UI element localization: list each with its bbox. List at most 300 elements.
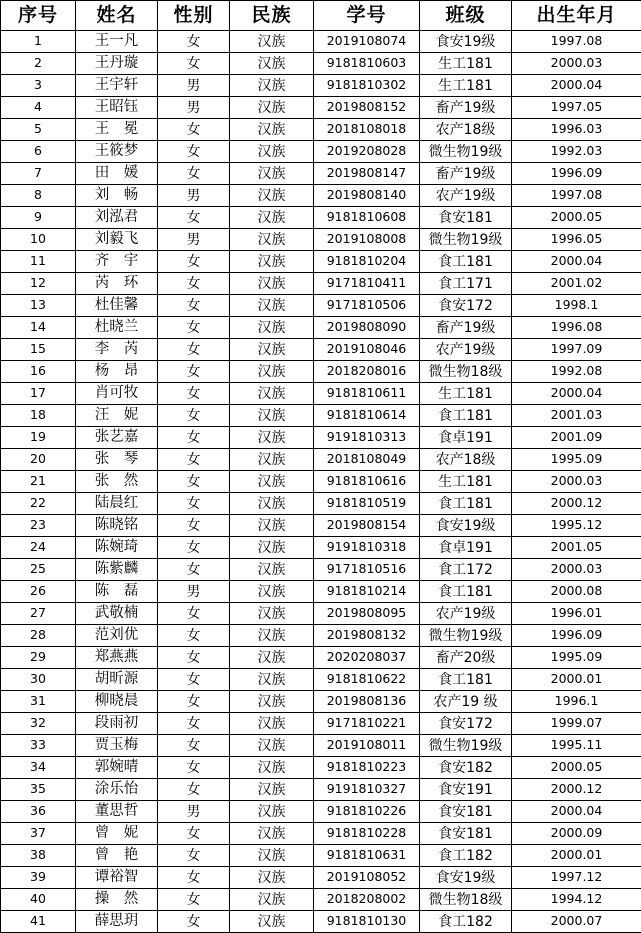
ethnicity-cell: 汉族 bbox=[230, 735, 314, 757]
class-cell: 食安182 bbox=[420, 757, 512, 779]
table-row bbox=[1, 911, 641, 933]
ethnicity-cell: 汉族 bbox=[230, 273, 314, 295]
class-cell: 农产19 级 bbox=[420, 691, 512, 713]
student-id-cell: 9181810608 bbox=[314, 207, 420, 229]
ethnicity-cell: 汉族 bbox=[230, 669, 314, 691]
index-cell: 17 bbox=[1, 383, 76, 405]
class-cell: 微生物19级 bbox=[420, 229, 512, 251]
index-cell: 25 bbox=[1, 559, 76, 581]
table-row bbox=[1, 185, 641, 207]
table-row bbox=[1, 339, 641, 361]
student-id-cell: 9191810318 bbox=[314, 537, 420, 559]
birth-cell: 2000.03 bbox=[512, 559, 641, 581]
ethnicity-cell: 汉族 bbox=[230, 383, 314, 405]
student-id-cell: 2020208037 bbox=[314, 647, 420, 669]
ethnicity-cell: 汉族 bbox=[230, 405, 314, 427]
birth-cell: 2001.09 bbox=[512, 427, 641, 449]
header-birth: 出生年月 bbox=[512, 1, 641, 31]
student-id-cell: 9181810622 bbox=[314, 669, 420, 691]
index-cell: 9 bbox=[1, 207, 76, 229]
index-cell: 18 bbox=[1, 405, 76, 427]
student-id-cell: 9171810506 bbox=[314, 295, 420, 317]
gender-cell: 女 bbox=[158, 669, 230, 691]
student-id-cell: 2019808095 bbox=[314, 603, 420, 625]
index-cell: 7 bbox=[1, 163, 76, 185]
class-cell: 食工181 bbox=[420, 493, 512, 515]
class-cell: 生工181 bbox=[420, 53, 512, 75]
gender-cell: 男 bbox=[158, 75, 230, 97]
birth-cell: 1997.05 bbox=[512, 97, 641, 119]
index-cell: 24 bbox=[1, 537, 76, 559]
ethnicity-cell: 汉族 bbox=[230, 427, 314, 449]
student-id-cell: 9191810327 bbox=[314, 779, 420, 801]
class-cell: 食工181 bbox=[420, 581, 512, 603]
student-id-cell: 2019808140 bbox=[314, 185, 420, 207]
index-cell: 31 bbox=[1, 691, 76, 713]
birth-cell: 1997.08 bbox=[512, 185, 641, 207]
table-row bbox=[1, 823, 641, 845]
class-cell: 微生物19级 bbox=[420, 141, 512, 163]
class-cell: 畜产19级 bbox=[420, 97, 512, 119]
ethnicity-cell: 汉族 bbox=[230, 295, 314, 317]
gender-cell: 男 bbox=[158, 97, 230, 119]
index-cell: 13 bbox=[1, 295, 76, 317]
header-row bbox=[1, 1, 641, 31]
table-row bbox=[1, 493, 641, 515]
gender-cell: 女 bbox=[158, 537, 230, 559]
name-cell: 谭裕智 bbox=[76, 867, 158, 889]
index-cell: 1 bbox=[1, 31, 76, 53]
gender-cell: 女 bbox=[158, 559, 230, 581]
class-cell: 食工181 bbox=[420, 251, 512, 273]
student-id-cell: 2019108052 bbox=[314, 867, 420, 889]
student-id-cell: 2018108018 bbox=[314, 119, 420, 141]
class-cell: 食工171 bbox=[420, 273, 512, 295]
ethnicity-cell: 汉族 bbox=[230, 801, 314, 823]
table-row bbox=[1, 603, 641, 625]
table-row bbox=[1, 31, 641, 53]
class-cell: 食卓191 bbox=[420, 427, 512, 449]
index-cell: 30 bbox=[1, 669, 76, 691]
birth-cell: 1996.03 bbox=[512, 119, 641, 141]
student-id-cell: 2019808136 bbox=[314, 691, 420, 713]
student-id-cell: 9181810616 bbox=[314, 471, 420, 493]
birth-cell: 1997.08 bbox=[512, 31, 641, 53]
name-cell: 王宇轩 bbox=[76, 75, 158, 97]
name-cell: 王丹璇 bbox=[76, 53, 158, 75]
name-cell: 涂乐怡 bbox=[76, 779, 158, 801]
birth-cell: 1995.09 bbox=[512, 449, 641, 471]
gender-cell: 女 bbox=[158, 823, 230, 845]
ethnicity-cell: 汉族 bbox=[230, 185, 314, 207]
index-cell: 12 bbox=[1, 273, 76, 295]
class-cell: 生工181 bbox=[420, 471, 512, 493]
index-cell: 33 bbox=[1, 735, 76, 757]
student-id-cell: 9181810226 bbox=[314, 801, 420, 823]
name-cell: 郭婉晴 bbox=[76, 757, 158, 779]
name-cell: 杜佳馨 bbox=[76, 295, 158, 317]
class-cell: 食安181 bbox=[420, 207, 512, 229]
birth-cell: 2000.04 bbox=[512, 383, 641, 405]
student-id-cell: 9171810221 bbox=[314, 713, 420, 735]
gender-cell: 女 bbox=[158, 119, 230, 141]
header-gender: 性别 bbox=[158, 1, 230, 31]
gender-cell: 女 bbox=[158, 889, 230, 911]
student-id-cell: 9181810204 bbox=[314, 251, 420, 273]
class-cell: 食安19级 bbox=[420, 867, 512, 889]
table-row bbox=[1, 361, 641, 383]
ethnicity-cell: 汉族 bbox=[230, 845, 314, 867]
birth-cell: 1997.09 bbox=[512, 339, 641, 361]
student-id-cell: 2018208016 bbox=[314, 361, 420, 383]
birth-cell: 1994.12 bbox=[512, 889, 641, 911]
student-id-cell: 2018208002 bbox=[314, 889, 420, 911]
index-cell: 26 bbox=[1, 581, 76, 603]
ethnicity-cell: 汉族 bbox=[230, 757, 314, 779]
student-id-cell: 2018108049 bbox=[314, 449, 420, 471]
index-cell: 23 bbox=[1, 515, 76, 537]
index-cell: 4 bbox=[1, 97, 76, 119]
name-cell: 李 芮 bbox=[76, 339, 158, 361]
ethnicity-cell: 汉族 bbox=[230, 515, 314, 537]
birth-cell: 1996.08 bbox=[512, 317, 641, 339]
ethnicity-cell: 汉族 bbox=[230, 31, 314, 53]
table-row bbox=[1, 515, 641, 537]
gender-cell: 女 bbox=[158, 295, 230, 317]
class-cell: 食安19级 bbox=[420, 515, 512, 537]
student-id-cell: 2019108074 bbox=[314, 31, 420, 53]
header-ethnicity: 民族 bbox=[230, 1, 314, 31]
class-cell: 微生物18级 bbox=[420, 361, 512, 383]
student-id-cell: 9181810611 bbox=[314, 383, 420, 405]
class-cell: 农产19级 bbox=[420, 185, 512, 207]
gender-cell: 女 bbox=[158, 911, 230, 933]
index-cell: 14 bbox=[1, 317, 76, 339]
ethnicity-cell: 汉族 bbox=[230, 493, 314, 515]
table-row bbox=[1, 471, 641, 493]
index-cell: 37 bbox=[1, 823, 76, 845]
birth-cell: 2000.01 bbox=[512, 669, 641, 691]
ethnicity-cell: 汉族 bbox=[230, 251, 314, 273]
name-cell: 范刘优 bbox=[76, 625, 158, 647]
index-cell: 19 bbox=[1, 427, 76, 449]
birth-cell: 1996.01 bbox=[512, 603, 641, 625]
index-cell: 11 bbox=[1, 251, 76, 273]
ethnicity-cell: 汉族 bbox=[230, 691, 314, 713]
table-row bbox=[1, 801, 641, 823]
class-cell: 畜产19级 bbox=[420, 317, 512, 339]
name-cell: 王筱梦 bbox=[76, 141, 158, 163]
birth-cell: 2000.05 bbox=[512, 207, 641, 229]
student-id-cell: 2019108046 bbox=[314, 339, 420, 361]
gender-cell: 女 bbox=[158, 361, 230, 383]
index-cell: 5 bbox=[1, 119, 76, 141]
student-id-cell: 9181810614 bbox=[314, 405, 420, 427]
name-cell: 郑燕燕 bbox=[76, 647, 158, 669]
student-id-cell: 9181810214 bbox=[314, 581, 420, 603]
table-row bbox=[1, 141, 641, 163]
class-cell: 食安172 bbox=[420, 713, 512, 735]
gender-cell: 女 bbox=[158, 845, 230, 867]
gender-cell: 女 bbox=[158, 141, 230, 163]
birth-cell: 1995.09 bbox=[512, 647, 641, 669]
class-cell: 畜产19级 bbox=[420, 163, 512, 185]
ethnicity-cell: 汉族 bbox=[230, 713, 314, 735]
student-id-cell: 9181810519 bbox=[314, 493, 420, 515]
table-row bbox=[1, 559, 641, 581]
table-row bbox=[1, 229, 641, 251]
birth-cell: 2000.04 bbox=[512, 801, 641, 823]
index-cell: 38 bbox=[1, 845, 76, 867]
ethnicity-cell: 汉族 bbox=[230, 449, 314, 471]
birth-cell: 2000.07 bbox=[512, 911, 641, 933]
birth-cell: 1999.07 bbox=[512, 713, 641, 735]
gender-cell: 女 bbox=[158, 317, 230, 339]
name-cell: 薛思玥 bbox=[76, 911, 158, 933]
class-cell: 生工181 bbox=[420, 383, 512, 405]
index-cell: 41 bbox=[1, 911, 76, 933]
ethnicity-cell: 汉族 bbox=[230, 163, 314, 185]
table-row bbox=[1, 97, 641, 119]
gender-cell: 女 bbox=[158, 625, 230, 647]
student-id-cell: 9181810302 bbox=[314, 75, 420, 97]
ethnicity-cell: 汉族 bbox=[230, 361, 314, 383]
table-row bbox=[1, 735, 641, 757]
index-cell: 35 bbox=[1, 779, 76, 801]
gender-cell: 女 bbox=[158, 405, 230, 427]
table-row bbox=[1, 427, 641, 449]
student-id-cell: 9191810313 bbox=[314, 427, 420, 449]
index-cell: 8 bbox=[1, 185, 76, 207]
name-cell: 王 冕 bbox=[76, 119, 158, 141]
student-id-cell: 2019808090 bbox=[314, 317, 420, 339]
gender-cell: 女 bbox=[158, 779, 230, 801]
gender-cell: 男 bbox=[158, 801, 230, 823]
table-row bbox=[1, 251, 641, 273]
ethnicity-cell: 汉族 bbox=[230, 559, 314, 581]
table-row bbox=[1, 273, 641, 295]
ethnicity-cell: 汉族 bbox=[230, 97, 314, 119]
ethnicity-cell: 汉族 bbox=[230, 867, 314, 889]
birth-cell: 1992.03 bbox=[512, 141, 641, 163]
name-cell: 董思哲 bbox=[76, 801, 158, 823]
gender-cell: 男 bbox=[158, 185, 230, 207]
name-cell: 武敬楠 bbox=[76, 603, 158, 625]
table-row bbox=[1, 713, 641, 735]
name-cell: 王昭钰 bbox=[76, 97, 158, 119]
gender-cell: 女 bbox=[158, 471, 230, 493]
name-cell: 杜晓兰 bbox=[76, 317, 158, 339]
name-cell: 陈 磊 bbox=[76, 581, 158, 603]
student-id-cell: 2019108008 bbox=[314, 229, 420, 251]
student-id-cell: 9181810631 bbox=[314, 845, 420, 867]
index-cell: 39 bbox=[1, 867, 76, 889]
table-row bbox=[1, 449, 641, 471]
table-row bbox=[1, 537, 641, 559]
index-cell: 2 bbox=[1, 53, 76, 75]
birth-cell: 1995.12 bbox=[512, 515, 641, 537]
table-row bbox=[1, 889, 641, 911]
birth-cell: 2000.04 bbox=[512, 251, 641, 273]
gender-cell: 女 bbox=[158, 251, 230, 273]
birth-cell: 2001.03 bbox=[512, 405, 641, 427]
birth-cell: 2000.09 bbox=[512, 823, 641, 845]
ethnicity-cell: 汉族 bbox=[230, 779, 314, 801]
gender-cell: 女 bbox=[158, 273, 230, 295]
name-cell: 操 然 bbox=[76, 889, 158, 911]
name-cell: 张 琴 bbox=[76, 449, 158, 471]
student-id-cell: 9181810130 bbox=[314, 911, 420, 933]
name-cell: 王一凡 bbox=[76, 31, 158, 53]
class-cell: 微生物19级 bbox=[420, 735, 512, 757]
class-cell: 农产19级 bbox=[420, 603, 512, 625]
class-cell: 畜产20级 bbox=[420, 647, 512, 669]
student-id-cell: 9181810603 bbox=[314, 53, 420, 75]
birth-cell: 2001.02 bbox=[512, 273, 641, 295]
name-cell: 刘 畅 bbox=[76, 185, 158, 207]
class-cell: 食安181 bbox=[420, 823, 512, 845]
name-cell: 柳晓晨 bbox=[76, 691, 158, 713]
ethnicity-cell: 汉族 bbox=[230, 207, 314, 229]
table-row bbox=[1, 53, 641, 75]
name-cell: 张 然 bbox=[76, 471, 158, 493]
class-cell: 食安191 bbox=[420, 779, 512, 801]
student-id-cell: 9181810223 bbox=[314, 757, 420, 779]
student-id-cell: 2019208028 bbox=[314, 141, 420, 163]
ethnicity-cell: 汉族 bbox=[230, 229, 314, 251]
class-cell: 食工181 bbox=[420, 669, 512, 691]
birth-cell: 2000.12 bbox=[512, 779, 641, 801]
name-cell: 陆晨红 bbox=[76, 493, 158, 515]
index-cell: 22 bbox=[1, 493, 76, 515]
birth-cell: 1998.1 bbox=[512, 295, 641, 317]
class-cell: 食工172 bbox=[420, 559, 512, 581]
table-row bbox=[1, 845, 641, 867]
gender-cell: 女 bbox=[158, 515, 230, 537]
index-cell: 20 bbox=[1, 449, 76, 471]
name-cell: 田 媛 bbox=[76, 163, 158, 185]
class-cell: 食工181 bbox=[420, 405, 512, 427]
index-cell: 10 bbox=[1, 229, 76, 251]
class-cell: 微生物18级 bbox=[420, 889, 512, 911]
table-row bbox=[1, 779, 641, 801]
class-cell: 食工182 bbox=[420, 911, 512, 933]
birth-cell: 1996.05 bbox=[512, 229, 641, 251]
student-id-cell: 2019808132 bbox=[314, 625, 420, 647]
ethnicity-cell: 汉族 bbox=[230, 53, 314, 75]
gender-cell: 女 bbox=[158, 713, 230, 735]
student-id-cell: 9181810228 bbox=[314, 823, 420, 845]
gender-cell: 女 bbox=[158, 31, 230, 53]
class-cell: 食安172 bbox=[420, 295, 512, 317]
table-row bbox=[1, 647, 641, 669]
ethnicity-cell: 汉族 bbox=[230, 911, 314, 933]
gender-cell: 女 bbox=[158, 647, 230, 669]
birth-cell: 2000.03 bbox=[512, 53, 641, 75]
header-student-id: 学号 bbox=[314, 1, 420, 31]
index-cell: 36 bbox=[1, 801, 76, 823]
gender-cell: 女 bbox=[158, 493, 230, 515]
table-row bbox=[1, 757, 641, 779]
name-cell: 曾 妮 bbox=[76, 823, 158, 845]
name-cell: 刘泓君 bbox=[76, 207, 158, 229]
name-cell: 张艺嘉 bbox=[76, 427, 158, 449]
index-cell: 34 bbox=[1, 757, 76, 779]
birth-cell: 1992.08 bbox=[512, 361, 641, 383]
name-cell: 陈晓铭 bbox=[76, 515, 158, 537]
gender-cell: 女 bbox=[158, 207, 230, 229]
table-body bbox=[1, 31, 641, 933]
table-row bbox=[1, 625, 641, 647]
gender-cell: 女 bbox=[158, 603, 230, 625]
gender-cell: 女 bbox=[158, 53, 230, 75]
class-cell: 食工182 bbox=[420, 845, 512, 867]
ethnicity-cell: 汉族 bbox=[230, 537, 314, 559]
gender-cell: 女 bbox=[158, 691, 230, 713]
gender-cell: 女 bbox=[158, 757, 230, 779]
ethnicity-cell: 汉族 bbox=[230, 603, 314, 625]
table-row bbox=[1, 691, 641, 713]
class-cell: 微生物19级 bbox=[420, 625, 512, 647]
header-name: 姓名 bbox=[76, 1, 158, 31]
student-id-cell: 2019808152 bbox=[314, 97, 420, 119]
class-cell: 生工181 bbox=[420, 75, 512, 97]
class-cell: 农产18级 bbox=[420, 119, 512, 141]
header-index: 序号 bbox=[1, 1, 76, 31]
gender-cell: 女 bbox=[158, 735, 230, 757]
student-id-cell: 9171810411 bbox=[314, 273, 420, 295]
name-cell: 陈紫麟 bbox=[76, 559, 158, 581]
index-cell: 28 bbox=[1, 625, 76, 647]
class-cell: 食安19级 bbox=[420, 31, 512, 53]
index-cell: 32 bbox=[1, 713, 76, 735]
index-cell: 15 bbox=[1, 339, 76, 361]
birth-cell: 1995.11 bbox=[512, 735, 641, 757]
table-row bbox=[1, 317, 641, 339]
table-row bbox=[1, 295, 641, 317]
index-cell: 40 bbox=[1, 889, 76, 911]
index-cell: 6 bbox=[1, 141, 76, 163]
class-cell: 农产18级 bbox=[420, 449, 512, 471]
birth-cell: 2000.01 bbox=[512, 845, 641, 867]
class-cell: 食卓191 bbox=[420, 537, 512, 559]
birth-cell: 2000.03 bbox=[512, 471, 641, 493]
ethnicity-cell: 汉族 bbox=[230, 625, 314, 647]
gender-cell: 女 bbox=[158, 449, 230, 471]
class-cell: 食安181 bbox=[420, 801, 512, 823]
name-cell: 汪 妮 bbox=[76, 405, 158, 427]
ethnicity-cell: 汉族 bbox=[230, 339, 314, 361]
ethnicity-cell: 汉族 bbox=[230, 647, 314, 669]
index-cell: 29 bbox=[1, 647, 76, 669]
index-cell: 16 bbox=[1, 361, 76, 383]
ethnicity-cell: 汉族 bbox=[230, 889, 314, 911]
birth-cell: 2000.08 bbox=[512, 581, 641, 603]
birth-cell: 2001.05 bbox=[512, 537, 641, 559]
name-cell: 段雨初 bbox=[76, 713, 158, 735]
gender-cell: 女 bbox=[158, 427, 230, 449]
name-cell: 肖可牧 bbox=[76, 383, 158, 405]
birth-cell: 2000.12 bbox=[512, 493, 641, 515]
index-cell: 3 bbox=[1, 75, 76, 97]
index-cell: 27 bbox=[1, 603, 76, 625]
table-row bbox=[1, 119, 641, 141]
index-cell: 21 bbox=[1, 471, 76, 493]
birth-cell: 1997.12 bbox=[512, 867, 641, 889]
ethnicity-cell: 汉族 bbox=[230, 317, 314, 339]
student-id-cell: 9171810516 bbox=[314, 559, 420, 581]
class-cell: 农产19级 bbox=[420, 339, 512, 361]
